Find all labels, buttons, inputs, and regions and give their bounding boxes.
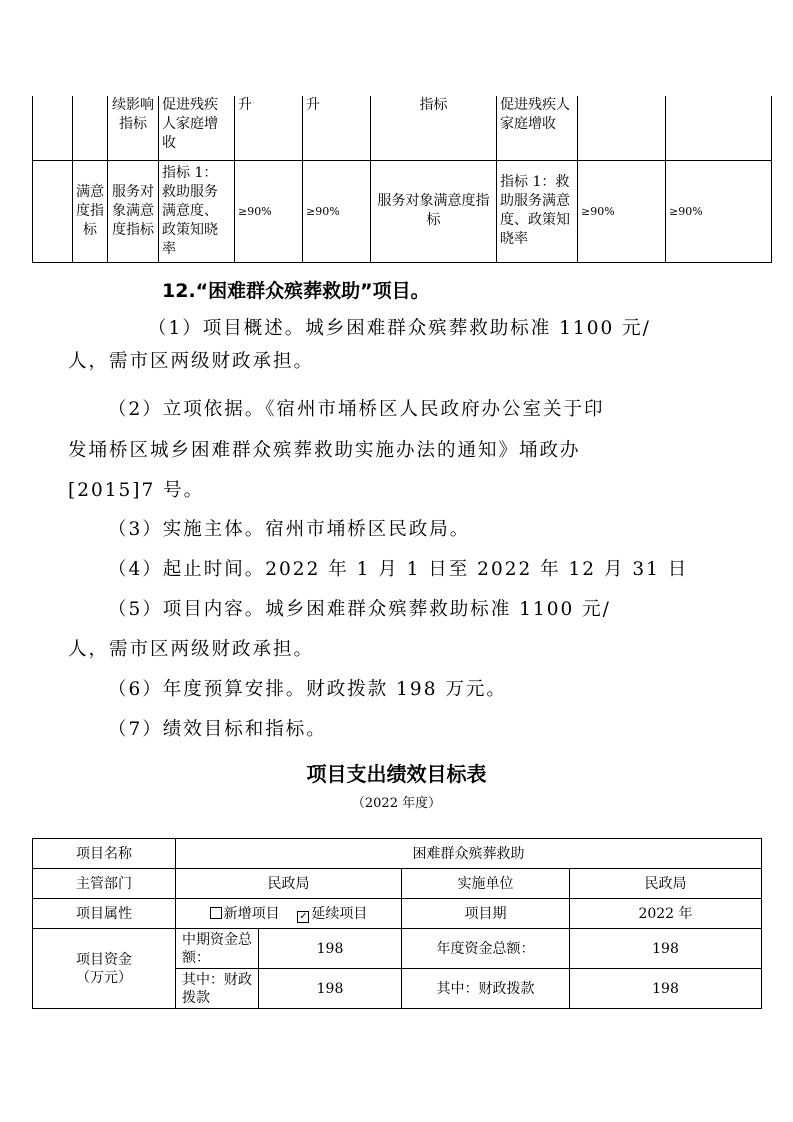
mid-fiscal-label: 其中：财政拨款 bbox=[176, 969, 259, 1009]
paragraph-line: 人，需市区两级财政承担。 bbox=[68, 639, 315, 660]
cell-year-target: ≥90% bbox=[303, 160, 371, 262]
cell-category: 满意度指标 bbox=[73, 160, 108, 262]
attr-options bbox=[176, 899, 402, 929]
cell-mid-target: 升 bbox=[235, 96, 303, 160]
period-label: 项目期 bbox=[402, 899, 570, 929]
mid-total-value: 198 bbox=[259, 929, 402, 969]
cell-yr-indicator: 促进残疾人家庭增收 bbox=[497, 96, 578, 160]
paragraph-line: （1）项目概述。城乡困难群众殡葬救助标准 1100 元/ bbox=[148, 318, 651, 339]
funds-label-line: （万元） bbox=[76, 969, 132, 986]
new-project-label: 新增项目 bbox=[223, 905, 280, 922]
paragraph-line: 发埇桥区城乡困难群众殡葬救助实施办法的通知》埇政办 bbox=[68, 440, 581, 461]
impl-label: 实施单位 bbox=[402, 869, 570, 899]
paragraph-content: （5）项目内容。城乡困难群众殡葬救助标准 1100 元/ bbox=[108, 599, 611, 620]
year-fiscal-label: 其中：财政拨款 bbox=[402, 969, 570, 1009]
cell-empty bbox=[666, 96, 772, 160]
funds-label-line: 项目资金 bbox=[76, 951, 132, 968]
funds-label bbox=[33, 929, 176, 1009]
continue-project-checkbox[interactable]: ✓ bbox=[299, 910, 308, 922]
project-name-label: 项目名称 bbox=[33, 839, 176, 869]
table-title: 项目支出绩效目标表 bbox=[306, 762, 487, 786]
cell-yr-sub-indicator: 服务对象满意度指标 bbox=[371, 160, 497, 262]
project-name-value: 困难群众殡葬救助 bbox=[176, 839, 762, 869]
cell-yr-sub-indicator: 指标 bbox=[371, 96, 497, 160]
table-subtitle: （2022 年度） bbox=[351, 796, 442, 811]
dept-label: 主管部门 bbox=[33, 869, 176, 899]
paragraph-line: 人，需市区两级财政承担。 bbox=[68, 351, 315, 372]
continue-project-label: 延续项目 bbox=[311, 905, 368, 922]
paragraph-entity: （3）实施主体。宿州市埇桥区民政局。 bbox=[108, 519, 471, 540]
year-fiscal-value: 198 bbox=[570, 969, 762, 1009]
impl-value: 民政局 bbox=[570, 869, 762, 899]
cell-sub-indicator: 服务对象满意度指标 bbox=[108, 160, 159, 262]
cell-yr-mid-target: ≥90% bbox=[578, 160, 666, 262]
cell-empty bbox=[33, 160, 73, 262]
mid-fiscal-value: 198 bbox=[259, 969, 402, 1009]
cell-indicator: 指标 1：救助服务满意度、政策知晓率 bbox=[159, 160, 235, 262]
new-project-checkbox[interactable] bbox=[210, 907, 222, 919]
cell-year-target: 升 bbox=[303, 96, 371, 160]
period-value: 2022 年 bbox=[570, 899, 762, 929]
year-total-value: 198 bbox=[570, 929, 762, 969]
cell-yr-indicator: 指标 1：救助服务满意度、政策知晓率 bbox=[497, 160, 578, 262]
mid-total-label: 中期资金总额： bbox=[176, 929, 259, 969]
project-performance-table bbox=[32, 838, 762, 1009]
cell-empty bbox=[578, 96, 666, 160]
performance-table-continued bbox=[32, 96, 772, 263]
paragraph-line: [2015]7 号。 bbox=[68, 480, 205, 501]
cell-yr-year-target: ≥90% bbox=[666, 160, 772, 262]
section-heading: 12.“困难群众殡葬救助”项目。 bbox=[162, 280, 430, 302]
attr-label: 项目属性 bbox=[33, 899, 176, 929]
dept-value: 民政局 bbox=[176, 869, 402, 899]
paragraph-period: （4）起止时间。2022 年 1 月 1 日至 2022 年 12 月 31 日 bbox=[108, 559, 689, 580]
cell-empty bbox=[73, 96, 108, 160]
cell-mid-target: ≥90% bbox=[235, 160, 303, 262]
cell-empty bbox=[33, 96, 73, 160]
year-total-label: 年度资金总额： bbox=[402, 929, 570, 969]
paragraph-overview bbox=[108, 311, 678, 347]
paragraph-basis: （2）立项依据。《宿州市埇桥区人民政府办公室关于印 bbox=[108, 399, 605, 420]
paragraph-goals: （7）绩效目标和指标。 bbox=[108, 719, 327, 740]
cell-indicator: 促进残疾人家庭增收 bbox=[159, 96, 235, 160]
paragraph-budget: （6）年度预算安排。财政拨款 198 万元。 bbox=[108, 679, 507, 700]
cell-sub-indicator: 续影响指标 bbox=[108, 96, 159, 160]
